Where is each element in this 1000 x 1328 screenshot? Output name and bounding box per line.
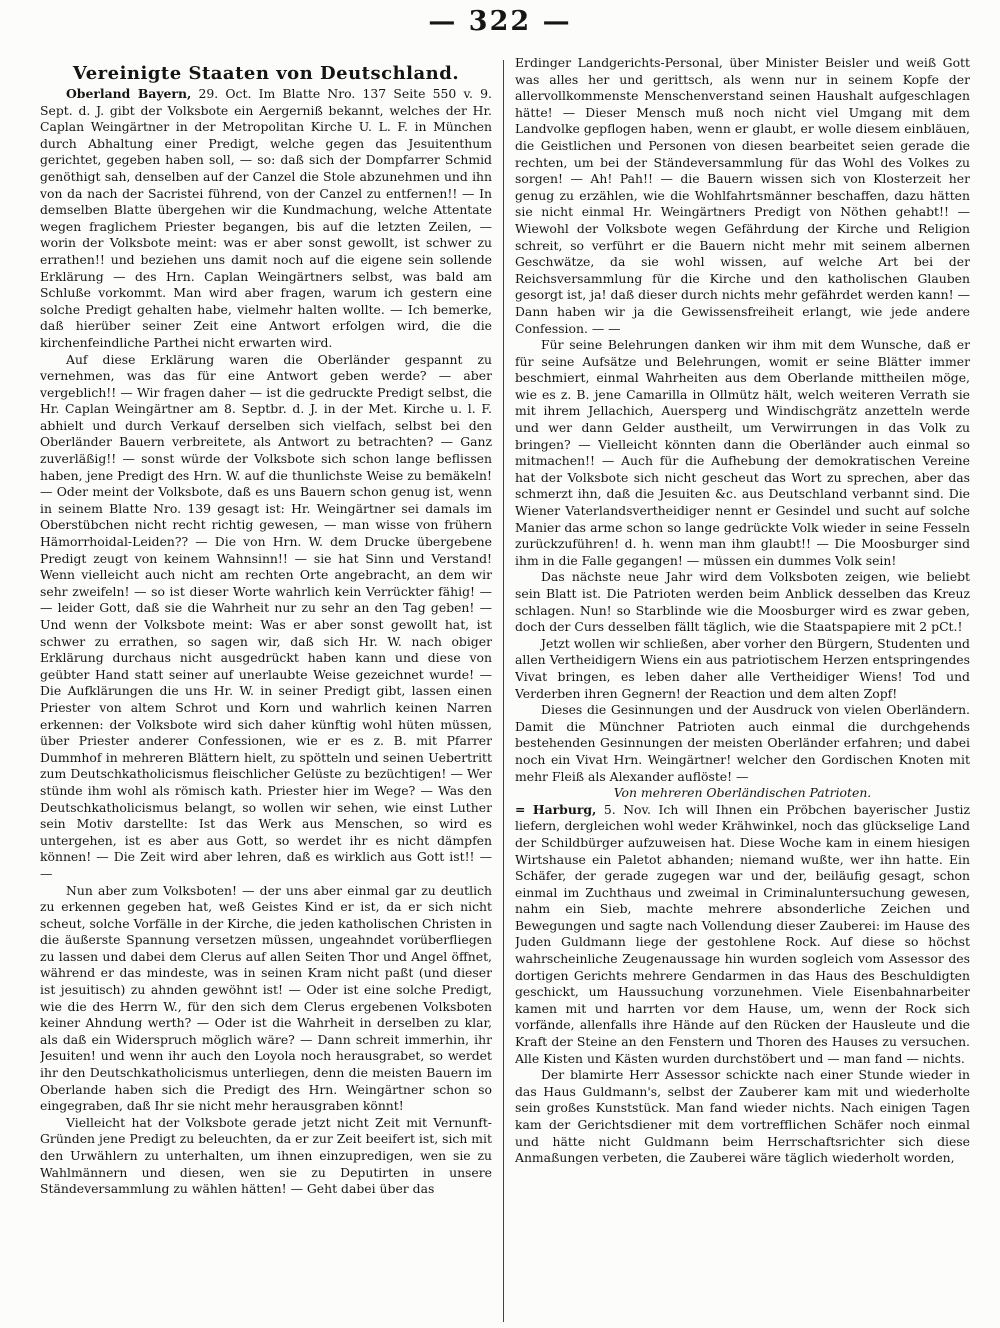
article-paragraph: Auf diese Erklärung waren die Oberländer gespannt zu vernehmen, was das für eine Antwort geben werde? — aber vergeblich!! — Wir fragen daher — ist die gedruckte Predigt selbst, die Hr. Caplan Weingärtner am 8. Septbr. d. J. in der Met. Kirche u. l. F. abhielt und durch Verkauf derselben sich vielfach, selbst bei den Oberländer Bauern verbreitete, als Antwort zu betrachten? — Ganz zuverläßig!! — sonst würde der Volksbote sich schon lange beflissen haben, jene Predigt des Hrn. W. auf die thunlichste Weise zu bemäkeln! — Oder meint der Volksbote, daß es uns Bauern schon genug ist, wenn in seinem Blatte Nro. 139 gesagt ist: Hr. Weingärtner sei damals im Oberstübchen nicht recht richtig gewesen, — man wisse von frühern Hämorrhoidal-Leiden?? — Die von Hrn. W. dem Drucke übergebene Predigt zeugt von keinem Wahnsinn!! — sie hat Sinn und Verstand! Wenn vielleicht auch nicht am rechten Orte angebracht, an dem wir sehr zweifeln! — so ist dieser Worte wahrlich kein Verrückter fähig! — — leider Gott, daß sie die Wahrheit nur zu sehr an den Tag geben! — Und wenn der Volksbote meint: Was er aber sonst gewollt hat, ist schwer zu errathen, so sagen wir, daß sich Hr. W. nach obiger Erklärung durchaus nicht ausgedrückt haben kann und diese von geübter Hand statt seiner auf unerlaubte Weise gezeichnet wurde! — Die Aufklärungen die uns Hr. W. in seiner Predigt gibt, lassen einen Priester von altem Schrot und Korn und wahrlich keinen Narren erkennen: der Volksbote wird sich daher künftig wohl hüten müssen, über Priester anderer Confessionen, wie er es z. B. mit Pfarrer Dummhof in mehreren Blättern hielt, zu spötteln und seinen Uebertritt zum Deutschkatholicismus fleischlicher Gelüste zu bezüchtigen! — Wer stünde ihm wohl als römisch kath. Priester hier im Wege? — Was den Deutschkatholicismus belangt, so wollen wir sehen, wie einst Luther sein Motiv darstellte: Ist das Werk aus Menschen, so wird es untergehen, ist es aber aus Gott, so werdet ihr es nicht dämpfen können! — Die Zeit wird aber lehren, daß es wirklich aus Gott ist!! — —: [40, 351, 492, 881]
article-paragraph: Dieses die Gesinnungen und der Ausdruck von vielen Oberländern. Damit die Münchner Patrioten auch einmal die durchgehends bestehenden Gesinnungen der meisten Oberländer erfahren; und dabei noch ein Vivat Hrn. Weingärtner! welcher den Gordischen Knoten mit mehr Fleiß als Alexander auflöste! —: [515, 702, 970, 784]
dateline-date: 29. Oct.: [198, 86, 252, 101]
article-paragraph: Für seine Belehrungen danken wir ihm mit dem Wunsche, daß er für seine Aufsätze und Belehrungen, womit er seine Blätter immer beschmiert, einmal Wahrheiten aus dem Oberlande mittheilen möge, wie es z. B. jene Camarilla in Ollmütz hält, welch weiteren Verrath sie mit ihrem Jellachich, Auersperg und Windischgrätz anzetteln werde und wer dann Gelder austheilt, um Verwirrungen in das Volk zu bringen? — Vielleicht könnten dann die Oberländer auch einmal so mitmachen!! — Auch für die Aufhebung der demokratischen Vereine hat der Volksbote sich nicht gescheut das Wort zu sprechen, aber das schmerzt ihn, daß die Jesuiten &c. aus Deutschland verbannt sind. Die Wiener Vaterlandsvertheidiger nennt er Gesindel und sucht auf solche Manier das arme schon so lange gedrückte Volk wieder in seine Fesseln zurückzuführen! d. h. wenn man ihm glaubt!! — Die Moosburger sind ihm in die Falle gegangen! — müssen ein dummes Volk sein!: [515, 337, 970, 568]
column-divider: [503, 60, 504, 1322]
right-column: [515, 55, 970, 1324]
article-paragraph: Vielleicht hat der Volksbote gerade jetzt nicht Zeit mit Vernunft-Gründen jene Predigt zu beleuchten, da er zur Zeit beeifert ist, sich mit den Urwählern zu unterhalten, um ihnen einzupredigen, wen sie zu Wahlmännern und diesen, wen sie zu Deputirten in unsere Ständeversammlung zu wählen hätten! — Geht dabei über das: [40, 1114, 492, 1197]
dateline-date: 5. Nov.: [603, 801, 651, 817]
dateline-place: Oberland Bayern,: [66, 86, 192, 101]
left-column: [40, 62, 492, 1324]
article-paragraph: [515, 802, 970, 1068]
article-paragraph: Nun aber zum Volksboten! — der uns aber einmal gar zu deutlich zu erkennen gegeben hat, weß Geistes Kind er ist, da er sich nicht scheut, solche Vorfälle in der Kirche, die jeden katholischen Christen in die äußerste Spannung versetzen müssen, ungeahndet vorüberfliegen zu lassen und dabei dem Clerus auf allen Seiten Thor und Angel öffnet, während er das mindeste, was in seinen Kram nicht paßt (und dieser ist jesuitisch) zu ahnden gewöhnt ist! — Oder ist eine solche Predigt, wie die des Herrn W., für den sich dem Clerus ergebenen Volksboten keiner Ahndung werth? — Oder ist die Wahrheit in derselben zu klar, als daß ein Widerspruch möglich wäre? — Dann schreit immerhin, ihr Jesuiten! und wenn ihr auch den Loyola noch herausgrabet, so werdet ihr den Deutschkatholicismus unterliegen, denn die meisten Bauern im Oberlande haben sich die Predigt des Hrn. Weingärtner schon so eingegraben, daß Ihr sie nicht mehr herausgraben könnt!: [40, 882, 492, 1114]
article-paragraph: Erdinger Landgerichts-Personal, über Minister Beisler und weiß Gott was alles her und gerittsch, als wenn nur in seinem Kopfe der allervollkommenste Menschenverstand seinen Haushalt aufgeschlagen hätte! — Dieser Mensch muß noch nicht viel Umgang mit dem Landvolke gepflogen haben, wenn er glaubt, er wolle diesem einbläuen, die Geistlichen und Personen von diesen bearbeitet seien gerade die rechten, um bei der Ständeversammlung für das Wohl des Volkes zu sorgen! — Ah! Pah!! — die Bauern wissen sich von Klosterzeit her genug zu erzählen, wie die Wohlfahrtsmänner beschaffen, dazu hätten sie nicht einmal Hr. Weingärtners Predigt von Nöthen gehabt!! — Wiewohl der Volksbote wegen Gefährdung der Kirche und Religion schreit, so verführt er die Bauern nicht mehr mit seinem albernen Geschwätze, da sie wohl wissen, auf welche Art bei der Reichsversammlung für die Kirche und den katholischen Glauben gesorgt ist, ja! daß dieser durch nichts mehr gefährdet werden kann! — Dann haben wir ja die Gewissensfreiheit erlangt, wie jede andere Confession. — —: [515, 55, 970, 336]
article-signature: Von mehreren Oberländischen Patrioten.: [613, 785, 872, 801]
dateline-place: Harburg,: [532, 801, 597, 817]
article-paragraph: Jetzt wollen wir schließen, aber vorher den Bürgern, Studenten und allen Vertheidigern Wiens ein aus patriotischem Herzen entspringendes Vivat bringen, es leben daher alle Vertheidiger Wiens! Tod und Verderben ihren Gegnern! der Reaction und dem alten Zopf!: [515, 635, 970, 701]
paragraph-text: Im Blatte Nro. 137 Seite 550 v. 9. Sept. d. J. gibt der Volksbote ein Aergerniß bekannt, welches der Hr. Caplan Weingärtner in der Metropolitan Kirche U. L. F. in München durch Abhaltung einer Predigt, welche gegen das Jesuitenthum gerichtet, gegeben haben soll, — so: daß sich der Dompfarrer Schmid genöthigt sah, denselben auf der Canzel die Stole abzunehmen und ihn von da nach der Sacristei führend, von der Canzel zu entfernen!! — In demselben Blatte übergehen wir die Kundmachung, welche Attentate wegen fraglichem Priester begangen, bis auf die letzten Zeilen, — worin der Volksbote meint: was er aber sonst gewollt, ist schwer zu errathen!! und beziehen uns damit noch auf die eigene sein sollende Erklärung — des Hrn. Caplan Weingärtners selbst, was bald am Schluße vorkommt. Man wird aber fragen, warum ich gestern eine solche Predigt gehalten habe, vielmehr halten wollte. — Ich bemerke, daß hierüber seiner Zeit eine Antwort erfolgen wird, die die kirchenfeindliche Parthei nicht erwarten wird.: [40, 86, 492, 350]
article-paragraph: Der blamirte Herr Assessor schickte nach einer Stunde wieder in das Haus Guldmann's, selbst der Zauberer kam mit und wiederholte sein großes Kunststück. Man fand wieder nichts. Nach einigen Tagen kam der Gerichtsdiener mit dem vortrefflichen Schäfer noch einmal und hätte nicht Guldmann beim Herrschaftsrichter sich diese Anmaßungen verbeten, die Zauberei wäre täglich wiederholt worden,: [515, 1067, 970, 1166]
section-title: Vereinigte Staaten von Deutschland.: [72, 63, 460, 84]
page-number: — 322 —: [428, 6, 572, 37]
article-paragraph: [40, 86, 492, 352]
dateline-marker: =: [515, 801, 526, 817]
article-paragraph: Das nächste neue Jahr wird dem Volksboten zeigen, wie beliebt sein Blatt ist. Die Patrioten werden beim Anblick desselben das Kreuz schlagen. Nun! so Starblinde wie die Moosburger wird es zwar geben, doch der Curs desselben fällt täglich, wie die Staatspapiere mit 2 pCt.!: [515, 569, 970, 635]
paragraph-text: Ich will Ihnen ein Pröbchen bayerischer Justiz liefern, dergleichen wohl weder Krähwinkel, noch das glückselige Land der Schildbürger aufzuweisen hat. Diese Woche kam in einem hiesigen Wirtshause ein Paletot abhanden; niemand wußte, wer ihn hatte. Ein Schäfer, der gerade zugegen war und der, beiläufig gesagt, schon einmal im Zuchthaus und zweimal in Criminaluntersuchung gewesen, nahm ein Sieb, machte mehrere absonderliche Zeichen und Bewegungen und sagte nach Vollendung dieser Zauberei: im Hause des Juden Guldmann liege der gestohlene Rock. Auf diese so höchst wahrscheinliche Zeugenaussage hin wurden sogleich vom Assessor des dortigen Gerichts mehrere Gendarmen in das Haus des Beschuldigten geschickt, um Haussuchung vorzunehmen. Viele Eisenbahnarbeiter kamen mit und harrten vor dem Hause, um, wenn der Rock sich vorfände, allenfalls ihre Hände auf den Rücken der Hausleute und die Kraft der Steine an den Fenstern und Thoren des Hauses zu versuchen. Alle Kisten und Kästen wurden durchstöbert und — man fand — nichts.: [515, 801, 970, 1066]
